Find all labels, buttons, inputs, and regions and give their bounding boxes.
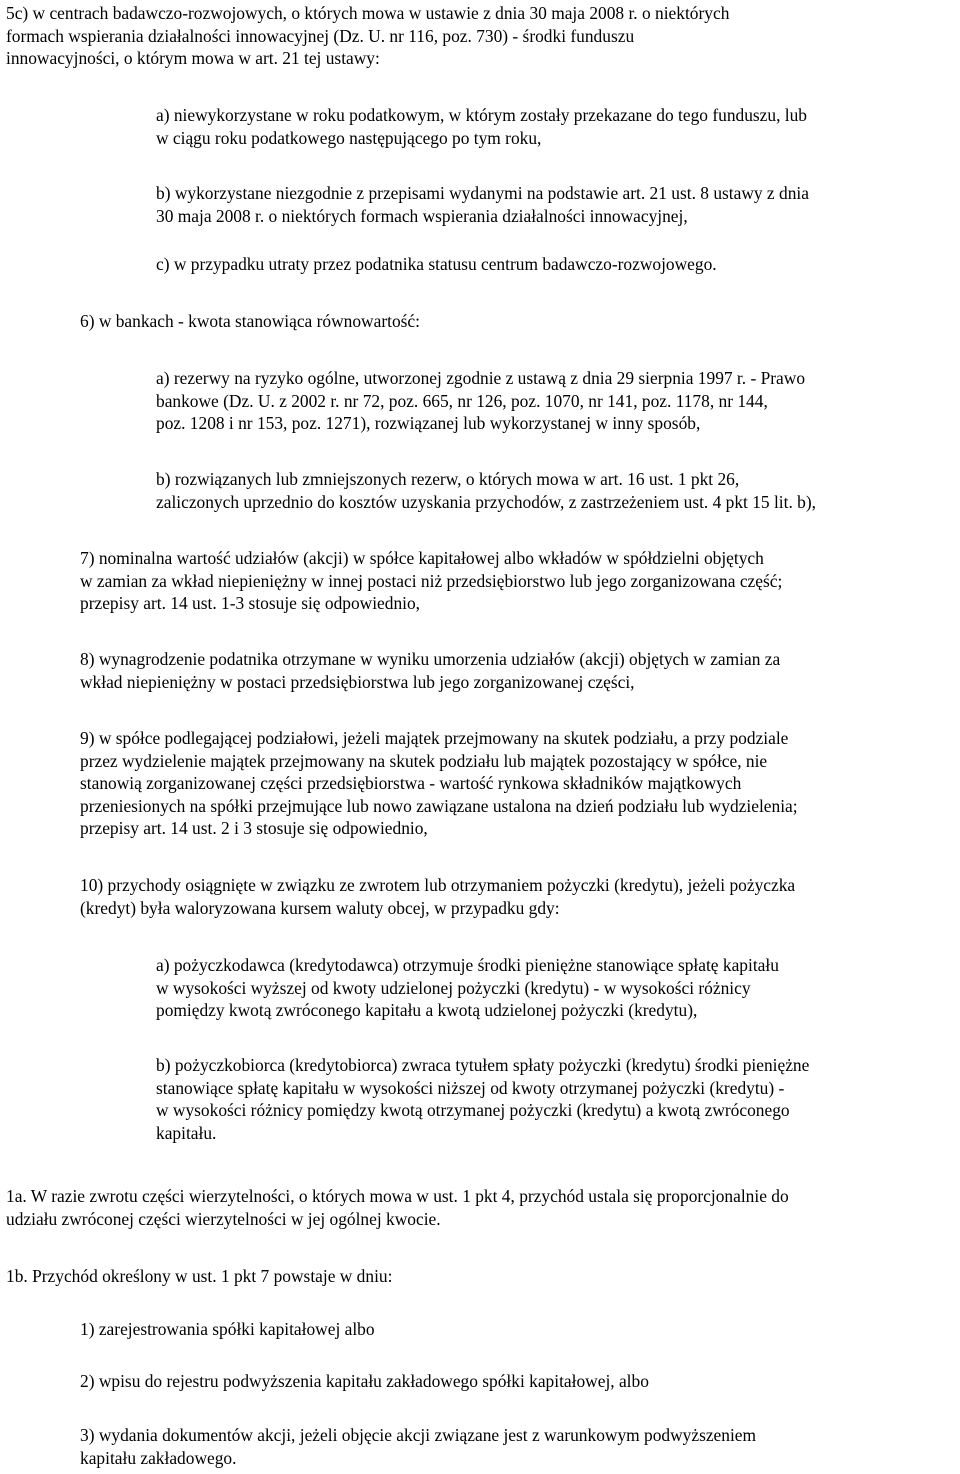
text-line: c) w przypadku utraty przez podatnika statusu centrum badawczo-rozwojowego. [156, 254, 717, 274]
text-line: b) pożyczkobiorca (kredytobiorca) zwraca tytułem spłaty pożyczki (kredytu) środki pieniężne [156, 1055, 810, 1075]
text-line: a) rezerwy na ryzyko ogólne, utworzonej zgodnie z ustawą z dnia 29 sierpnia 1997 r. - Prawo [156, 368, 806, 388]
text-line: 7) nominalna wartość udziałów (akcji) w spółce kapitałowej albo wkładów w spółdzielni objętych [80, 548, 764, 568]
text-line: 1) zarejestrowania spółki kapitałowej albo [80, 1319, 375, 1339]
paragraph-10-b [156, 1054, 809, 1144]
paragraph-6-a [156, 367, 805, 435]
text-line: 2) wpisu do rejestru podwyższenia kapitału zakładowego spółki kapitałowej, albo [80, 1371, 649, 1391]
paragraph-1b [6, 1265, 392, 1288]
paragraph-8 [80, 648, 780, 693]
text-line: pomiędzy kwotą zwróconego kapitału a kwotą udzielonej pożyczki (kredytu), [156, 1000, 698, 1021]
text-line: 3) wydania dokumentów akcji, jeżeli objęcie akcji związane jest z warunkowym podwyższeniem [80, 1425, 757, 1445]
text-line: (kredyt) była waloryzowana kursem waluty obcej, w przypadku gdy: [80, 897, 560, 918]
text-line: bankowe (Dz. U. z 2002 r. nr 72, poz. 665, nr 126, poz. 1070, nr 141, poz. 1178, nr 144, [156, 390, 768, 411]
text-line: przepisy art. 14 ust. 2 i 3 stosuje się odpowiednio, [80, 818, 428, 839]
text-line: kapitału zakładowego. [80, 1447, 237, 1468]
text-line: 30 maja 2008 r. o niektórych formach wspierania działalności innowacyjnej, [156, 205, 688, 226]
paragraph-5c-b [156, 182, 809, 227]
text-line: w wysokości różnicy pomiędzy kwotą otrzymanej pożyczki (kredytu) a kwotą zwróconego [156, 1100, 790, 1121]
paragraph-1b-3 [80, 1424, 756, 1469]
text-line: 10) przychody osiągnięte w związku ze zwrotem lub otrzymaniem pożyczki (kredytu), jeżeli pożyczka [80, 875, 796, 895]
text-line: przez wydzielenie majątek przejmowany na skutek podziału lub majątek pozostający w spółce, nie [80, 750, 768, 771]
text-line: formach wspierania działalności innowacyjnej (Dz. U. nr 116, poz. 730) - środki funduszu [6, 25, 635, 46]
text-line: stanowiące spłatę kapitału w wysokości niższej od kwoty otrzymanej pożyczki (kredytu) - [156, 1077, 785, 1098]
text-line: przeniesionych na spółki przejmujące lub nowo zawiązane ustalona na dzień podziału lub wydzielenia; [80, 795, 798, 816]
paragraph-1b-1 [80, 1318, 375, 1341]
paragraph-1b-2 [80, 1370, 649, 1393]
text-line: a) niewykorzystane w roku podatkowym, w którym zostały przekazane do tego funduszu, lub [156, 105, 808, 125]
text-line: 1b. Przychód określony w ust. 1 pkt 7 powstaje w dniu: [6, 1266, 393, 1286]
text-line: 5c) w centrach badawczo-rozwojowych, o których mowa w ustawie z dnia 30 maja 2008 r. o niektórych [6, 3, 730, 23]
text-line: 6) w bankach - kwota stanowiąca równowartość: [80, 311, 420, 331]
text-line: kapitału. [156, 1122, 217, 1143]
paragraph-10-a [156, 954, 779, 1022]
paragraph-1a [6, 1185, 789, 1230]
text-line: poz. 1208 i nr 153, poz. 1271), rozwiązanej lub wykorzystanej w inny sposób, [156, 413, 701, 434]
text-line: innowacyjności, o którym mowa w art. 21 tej ustawy: [6, 48, 380, 69]
paragraph-5c-a [156, 104, 807, 149]
paragraph-5c-c [156, 253, 717, 276]
text-line: 1a. W razie zwrotu części wierzytelności, o których mowa w ust. 1 pkt 4, przychód ustala się proporcjonalnie do [6, 1186, 789, 1206]
text-line: stanowią zorganizowanej części przedsiębiorstwa - wartość rynkowa składników majątkowych [80, 773, 742, 794]
text-line: wkład niepieniężny w postaci przedsiębiorstwa lub jego zorganizowanej części, [80, 671, 635, 692]
text-line: w ciągu roku podatkowego następującego po tym roku, [156, 127, 542, 148]
paragraph-5c [6, 2, 729, 70]
paragraph-7 [80, 547, 782, 615]
text-line: przepisy art. 14 ust. 1-3 stosuje się odpowiednio, [80, 593, 421, 614]
paragraph-9 [80, 727, 798, 840]
text-line: 8) wynagrodzenie podatnika otrzymane w wyniku umorzenia udziałów (akcji) objętych w zamian za [80, 649, 781, 669]
text-line: b) rozwiązanych lub zmniejszonych rezerw, o których mowa w art. 16 ust. 1 pkt 26, [156, 469, 740, 489]
paragraph-6 [80, 310, 420, 333]
paragraph-6-b [156, 468, 816, 513]
text-line: b) wykorzystane niezgodnie z przepisami wydanymi na podstawie art. 21 ust. 8 ustawy z dnia [156, 183, 809, 203]
text-line: a) pożyczkodawca (kredytodawca) otrzymuje środki pieniężne stanowiące spłatę kapitału [156, 955, 779, 975]
text-line: 9) w spółce podlegającej podziałowi, jeżeli majątek przejmowany na skutek podziału, a przy podziale [80, 728, 789, 748]
text-line: w zamian za wkład niepieniężny w innej postaci niż przedsiębiorstwo lub jego zorganizowana część; [80, 570, 783, 591]
text-line: w wysokości wyższej od kwoty udzielonej pożyczki (kredytu) - w wysokości różnicy [156, 977, 751, 998]
paragraph-10 [80, 874, 795, 919]
text-line: udziału zwróconej części wierzytelności w jej ogólnej kwocie. [6, 1208, 441, 1229]
text-line: zaliczonych uprzednio do kosztów uzyskania przychodów, z zastrzeżeniem ust. 4 pkt 15 lit. b), [156, 491, 816, 512]
